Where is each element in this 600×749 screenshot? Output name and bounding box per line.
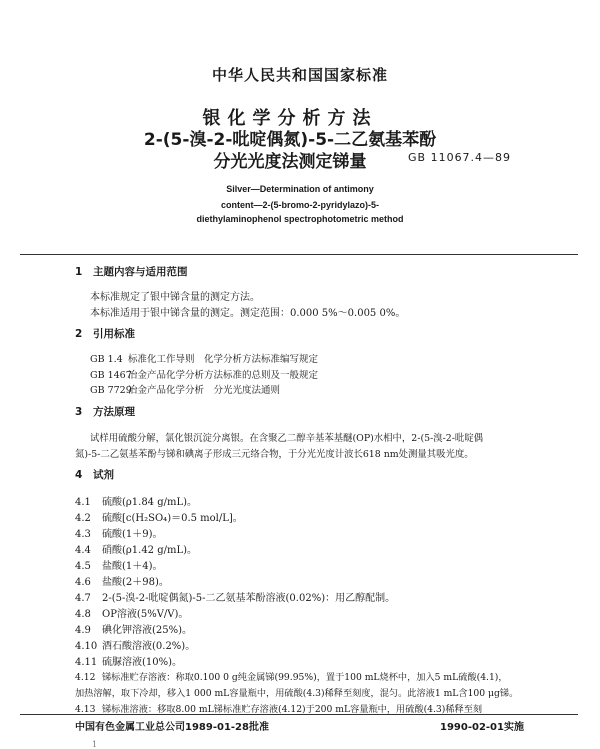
title-line-3: 分光光度法测定锑量	[213, 152, 367, 172]
reference-text: 冶金产品化学分析 分光光度法通则	[128, 385, 281, 396]
reference-text: 标准化工作导则 化学分析方法标准编写规定	[128, 354, 319, 365]
reagent-number: 4.4	[75, 545, 91, 556]
english-title-line-3: diethylaminophenol spectrophotometric method	[196, 214, 404, 224]
section-3-line-1: 试样用硫酸分解，氯化银沉淀分离银。在含聚乙二醇辛基苯基醚(OP)水相中，2-(5-溴-2-吡啶偶	[90, 433, 484, 444]
reagent-item	[75, 637, 195, 652]
reagent-item	[75, 701, 482, 715]
reagent-text: OP溶液(5%V/V)。	[102, 609, 189, 620]
top-divider	[20, 254, 578, 255]
reagent-number: 4.11	[75, 657, 98, 668]
reagent-text: 盐酸(1＋4)。	[102, 561, 163, 572]
reference-item	[90, 367, 318, 381]
reagent-number: 4.13	[75, 704, 96, 715]
reagent-number: 4.8	[75, 609, 91, 620]
reagent-text: 硫酸[c(H₂SO₄)＝0.5 mol/L]。	[102, 513, 243, 524]
section-4-title: 试剂	[93, 469, 114, 481]
reagent-number: 4.3	[75, 529, 91, 540]
reference-item	[90, 351, 318, 365]
reagent-text: 2-(5-溴-2-吡啶偶氮)-5-二乙氨基苯酚溶液(0.02%)：用乙醇配制。	[102, 593, 396, 604]
section-3-line-2: 氮)-5-二乙氨基苯酚与锑和碘离子形成三元络合物，于分光光度计波长618 nm处测量其吸光度。	[75, 449, 474, 460]
reagent-item	[75, 525, 163, 540]
standard-header: 中华人民共和国国家标准	[211, 66, 388, 84]
reference-code: GB 1467	[90, 370, 132, 381]
reagent-item	[75, 589, 395, 604]
reagent-number: 4.7	[75, 593, 91, 604]
reagent-text: 锑标准贮存溶液：称取0.100 0 g纯金属锑(99.95%)，置于100 mL烧杯中，加入5 mL硫酸(4.1)，	[102, 672, 508, 683]
section-2-number: 2	[75, 328, 83, 340]
standard-number: GB 11067.4—89	[408, 151, 512, 164]
reagent-number: 4.2	[75, 513, 91, 524]
reagent-text: 酒石酸溶液(0.2%)。	[102, 641, 196, 652]
reagent-item	[75, 557, 163, 572]
reagent-text: 硫脲溶液(10%)。	[102, 657, 183, 668]
title-line-1: 银化学分析方法	[202, 108, 378, 129]
reagent-text: 硫酸(1＋9)。	[102, 529, 163, 540]
reagent-item	[75, 653, 182, 668]
english-title-line-2: content—2-(5-bromo-2-pyridylazo)-5-	[220, 200, 379, 210]
reagent-item	[75, 541, 197, 556]
reference-text: 冶金产品化学分析方法标准的总则及一般规定	[128, 370, 319, 381]
section-2-heading	[75, 326, 135, 341]
section-1-para-2: 本标准适用于银中锑含量的测定。测定范围：0.000 5%～0.005 0%。	[90, 308, 406, 319]
reagent-text: 硝酸(ρ1.42 g/mL)。	[102, 545, 198, 556]
reagent-number: 4.6	[75, 577, 91, 588]
reagent-item	[75, 493, 197, 508]
section-3-title: 方法原理	[93, 406, 135, 418]
section-4-number: 4	[75, 469, 83, 481]
reagent-number: 4.9	[75, 625, 91, 636]
reagent-item	[75, 605, 188, 620]
section-1-title: 主题内容与适用范围	[93, 266, 188, 278]
reagent-number: 4.12	[75, 672, 96, 683]
reagent-item	[75, 573, 169, 588]
reference-item	[90, 382, 280, 396]
reagent-text: 硫酸(ρ1.84 g/mL)。	[102, 497, 198, 508]
reagent-text: 锑标准溶液：移取8.00 mL锑标准贮存溶液(4.12)于200 mL容量瓶中，用硫酸(4.3)稀释至刻	[102, 704, 483, 715]
reagent-number: 4.10	[75, 641, 98, 652]
section-2-title: 引用标准	[93, 328, 135, 340]
section-1-para-1: 本标准规定了银中锑含量的测定方法。	[90, 292, 260, 303]
section-3-heading	[75, 404, 135, 419]
title-line-2: 2-(5-溴-2-吡啶偶氮)-5-二乙氨基苯酚	[143, 130, 437, 150]
section-3-number: 3	[75, 406, 83, 418]
reagent-item	[75, 621, 192, 636]
implementation-date: 1990-02-01实施	[440, 722, 524, 733]
reagent-item	[75, 509, 243, 524]
page-mark: 1	[92, 740, 98, 749]
reagent-text: 碘化钾溶液(25%)。	[102, 625, 193, 636]
bottom-divider	[20, 714, 578, 715]
reagent-number: 4.5	[75, 561, 91, 572]
reference-code: GB 1.4	[90, 354, 123, 365]
section-4-heading	[75, 467, 114, 482]
reagent-item-continuation: 加热溶解，取下冷却，移入1 000 mL容量瓶中，用硫酸(4.3)稀释至刻度，混匀。此溶液1 mL含100 μg锑。	[75, 688, 519, 699]
section-1-number: 1	[75, 266, 83, 278]
english-title-line-1: Silver—Determination of antimony	[226, 184, 374, 194]
section-1-heading	[75, 264, 188, 279]
reagent-text: 盐酸(2＋98)。	[102, 577, 169, 588]
reference-code: GB 7729	[90, 385, 132, 396]
approval-date: 中国有色金属工业总公司1989-01-28批准	[75, 722, 269, 733]
reagent-number: 4.1	[75, 497, 91, 508]
reagent-item	[75, 669, 508, 683]
